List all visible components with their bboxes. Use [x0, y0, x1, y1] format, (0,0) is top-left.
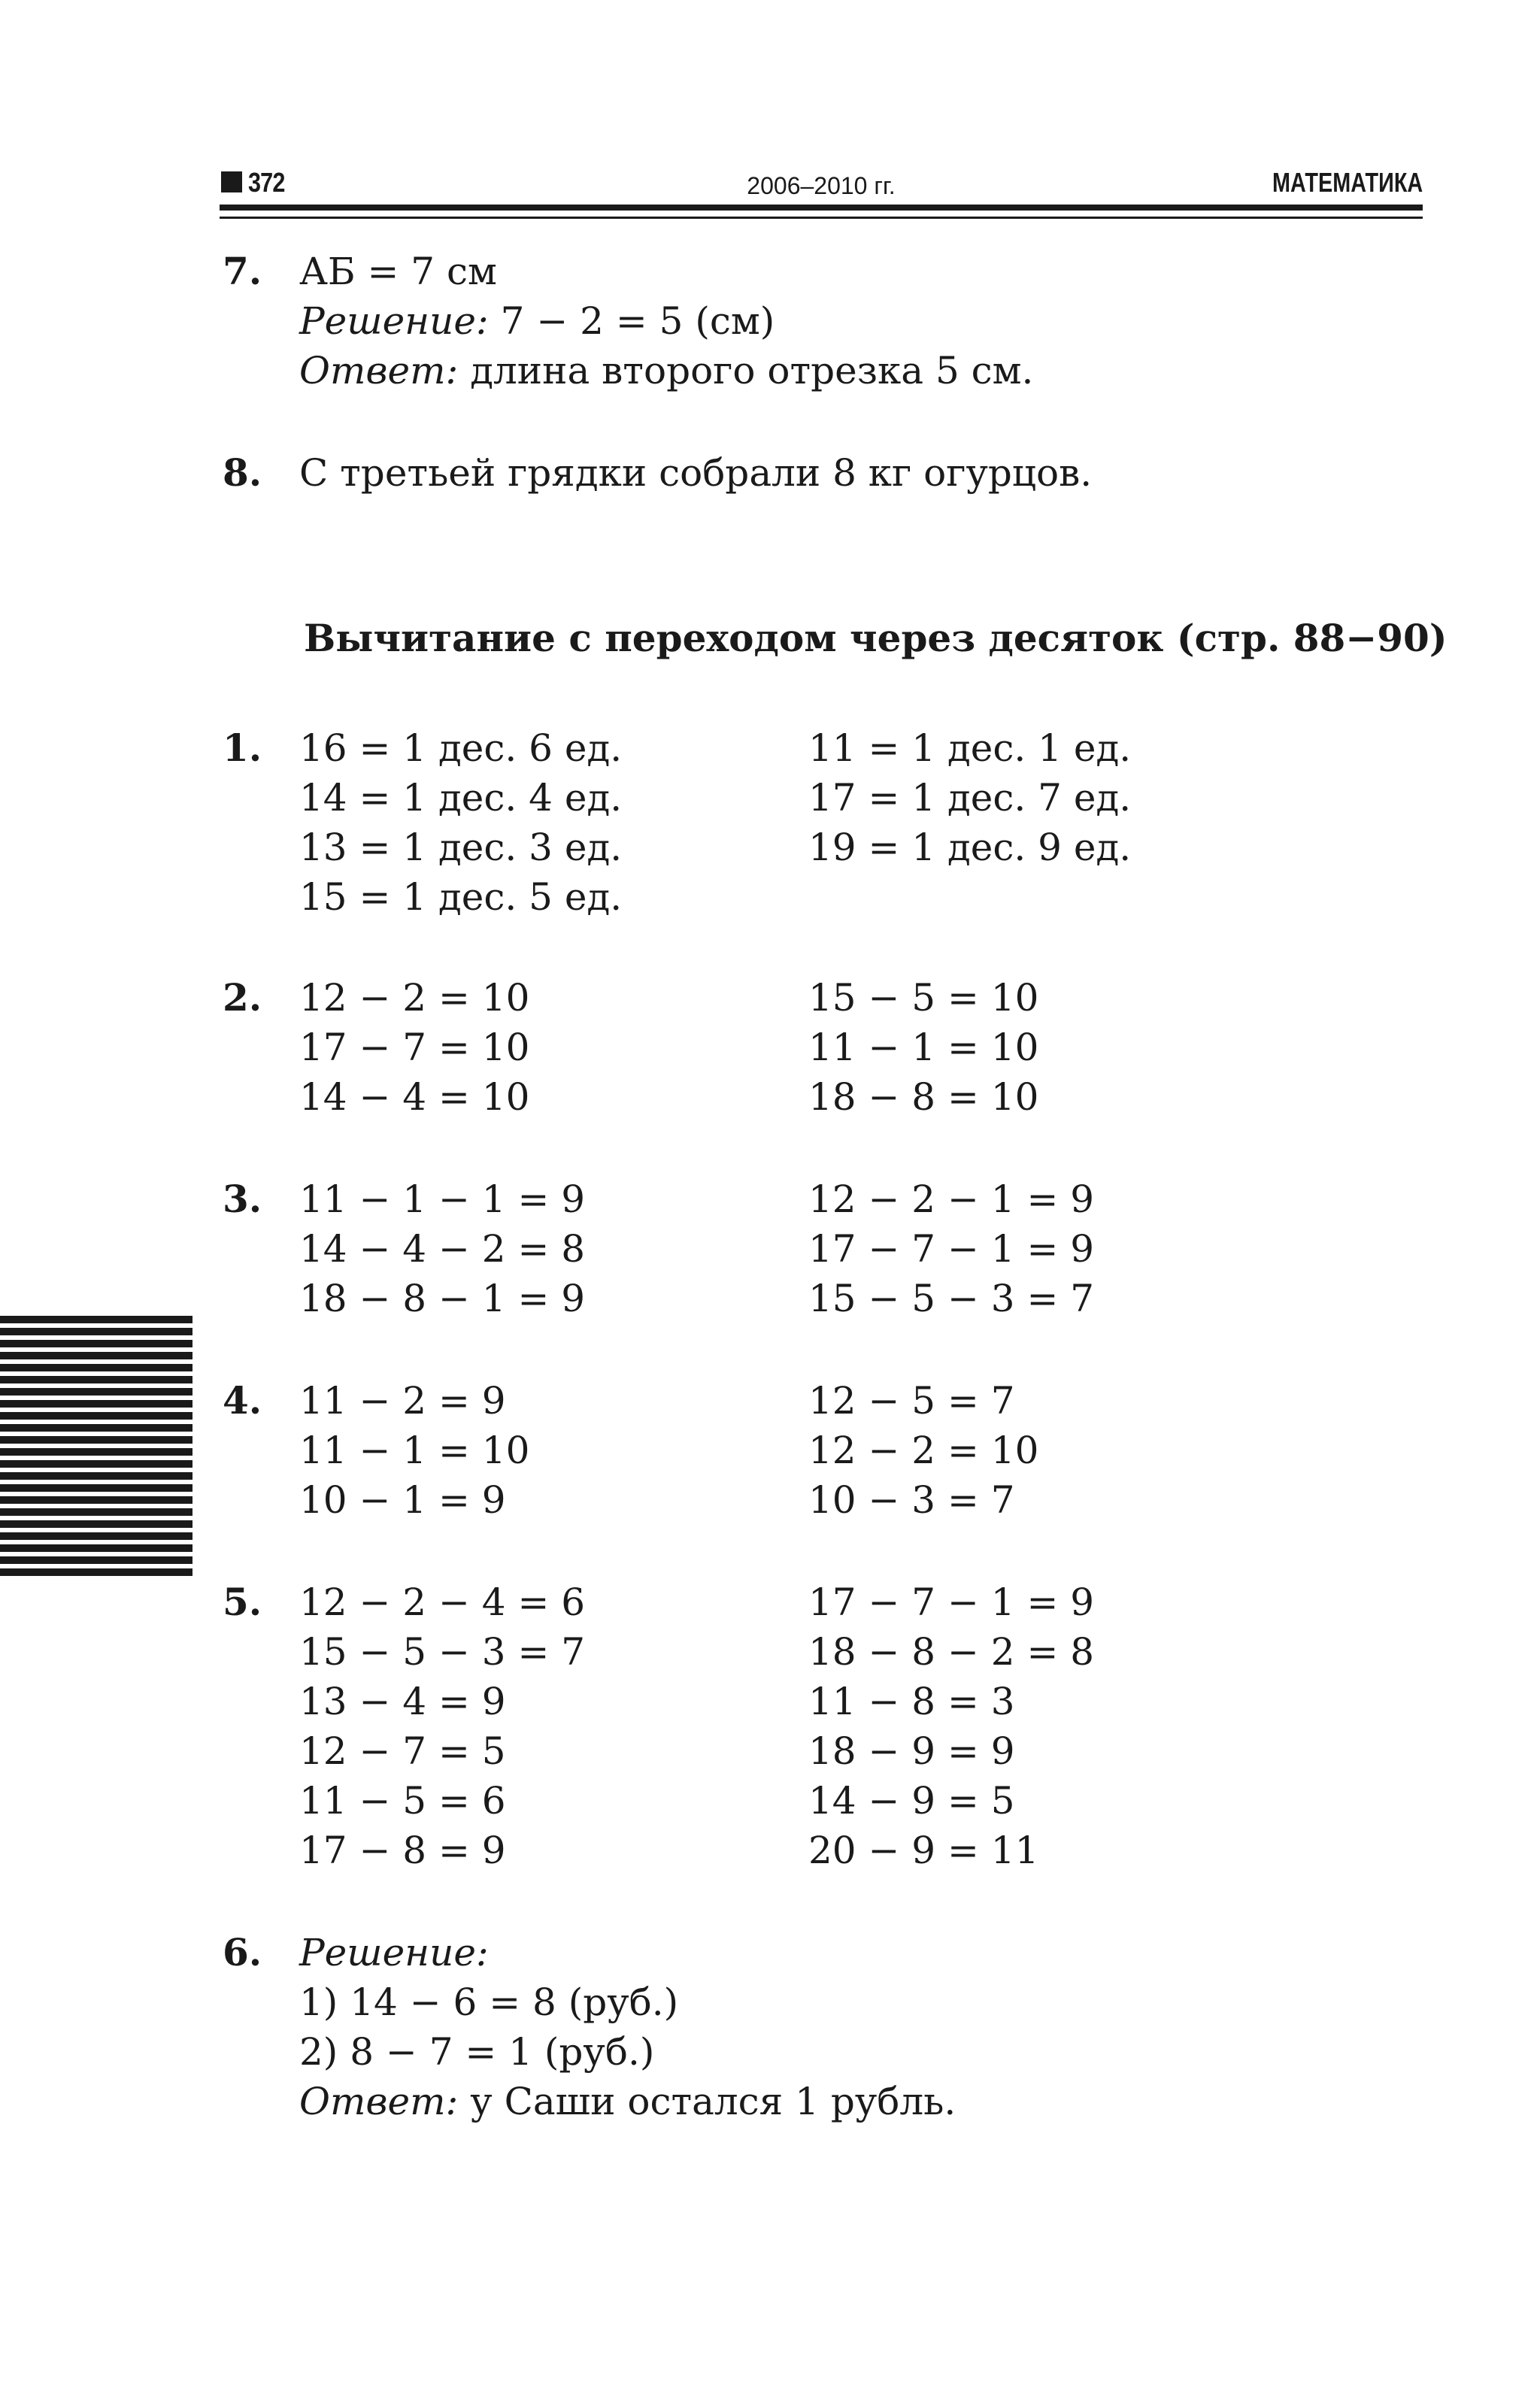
task-7-answer	[299, 346, 1033, 395]
task-1-right-1: 11 = 1 дес. 1 ед.	[808, 726, 1132, 770]
task-1-number: 1.	[223, 726, 262, 770]
task-2-right-1: 15 − 5 = 10	[808, 976, 1039, 1020]
task-6-solution-label: Решение:	[299, 1931, 489, 1974]
task-5-right-4: 18 − 9 = 9	[808, 1729, 1015, 1773]
task-6-answer	[299, 2077, 956, 2126]
task-3-left-2: 14 − 4 − 2 = 8	[299, 1227, 586, 1271]
header-years: 2006–2010 гг.	[747, 172, 896, 199]
task-6-step-1: 1) 14 − 6 = 8 (руб.)	[299, 1980, 679, 2024]
task-4-right-2: 12 − 2 = 10	[808, 1429, 1039, 1472]
task-2-left-1: 12 − 2 = 10	[299, 976, 530, 1020]
task-7-line: АБ = 7 см	[299, 250, 497, 293]
task-3-right-1: 12 − 2 − 1 = 9	[808, 1177, 1095, 1221]
answer-label: Ответ:	[299, 349, 459, 392]
header-rule-thick	[220, 205, 1423, 211]
task-4-right-3: 10 − 3 = 7	[808, 1478, 1015, 1522]
task-5-right-3: 11 − 8 = 3	[808, 1680, 1015, 1723]
header-rule-thin	[220, 217, 1423, 219]
answer-text: длина второго отрезка 5 см.	[458, 349, 1034, 392]
task-1-left-4: 15 = 1 дес. 5 ед.	[299, 875, 623, 919]
task-4-number: 4.	[223, 1378, 262, 1423]
task-5-left-6: 17 − 8 = 9	[299, 1829, 506, 1872]
page-header	[220, 167, 1423, 230]
task-2-right-3: 18 − 8 = 10	[808, 1075, 1039, 1119]
task-5-left-5: 11 − 5 = 6	[299, 1779, 506, 1823]
task-1-left-2: 14 = 1 дес. 4 ед.	[299, 776, 623, 820]
task-7-solution	[299, 296, 775, 346]
task-5-left-1: 12 − 2 − 4 = 6	[299, 1580, 586, 1624]
task-2-left-3: 14 − 4 = 10	[299, 1075, 530, 1119]
section-title: Вычитание с переходом через десяток (стр. 88−90)	[304, 616, 1448, 660]
task-5-right-6: 20 − 9 = 11	[808, 1829, 1039, 1872]
task-2-number: 2.	[223, 975, 262, 1020]
task-6-step-2: 2) 8 − 7 = 1 (руб.)	[299, 2030, 655, 2074]
task-1-left-3: 13 = 1 дес. 3 ед.	[299, 826, 623, 869]
task-5-left-2: 15 − 5 − 3 = 7	[299, 1630, 586, 1674]
answer-label: Ответ:	[299, 2080, 459, 2123]
task-5-left-3: 13 − 4 = 9	[299, 1680, 506, 1723]
task-1-right-2: 17 = 1 дес. 7 ед.	[808, 776, 1132, 820]
task-5-left-4: 12 − 7 = 5	[299, 1729, 506, 1773]
header-subject: МАТЕМАТИКА	[1272, 167, 1423, 198]
task-6-number: 6.	[223, 1930, 262, 1974]
task-8-number: 8.	[223, 450, 262, 495]
task-1-right-3: 19 = 1 дес. 9 ед.	[808, 826, 1132, 869]
task-4-left-2: 11 − 1 = 10	[299, 1429, 530, 1472]
task-5-right-1: 17 − 7 − 1 = 9	[808, 1580, 1095, 1624]
task-8-line: С третьей грядки собрали 8 кг огурцов.	[299, 451, 1093, 495]
task-4-left-1: 11 − 2 = 9	[299, 1379, 506, 1423]
task-3-number: 3.	[223, 1177, 262, 1221]
task-5-right-5: 14 − 9 = 5	[808, 1779, 1015, 1823]
solution-text: 7 − 2 = 5 (см)	[488, 299, 775, 343]
task-3-right-2: 17 − 7 − 1 = 9	[808, 1227, 1095, 1271]
task-5-number: 5.	[223, 1580, 262, 1624]
task-3-left-1: 11 − 1 − 1 = 9	[299, 1177, 586, 1221]
task-5-right-2: 18 − 8 − 2 = 8	[808, 1630, 1095, 1674]
answer-text: у Саши остался 1 рубль.	[458, 2080, 956, 2123]
task-2-right-2: 11 − 1 = 10	[808, 1026, 1039, 1069]
task-3-right-3: 15 − 5 − 3 = 7	[808, 1277, 1095, 1320]
task-7-number: 7.	[223, 249, 262, 293]
side-thumb-index-stripes	[0, 1316, 192, 1580]
page-number: 372	[248, 167, 285, 198]
task-1-left-1: 16 = 1 дес. 6 ед.	[299, 726, 623, 770]
task-4-right-1: 12 − 5 = 7	[808, 1379, 1015, 1423]
solution-label: Решение:	[299, 299, 489, 343]
task-3-left-3: 18 − 8 − 1 = 9	[299, 1277, 586, 1320]
task-2-left-2: 17 − 7 = 10	[299, 1026, 530, 1069]
task-4-left-3: 10 − 1 = 9	[299, 1478, 506, 1522]
